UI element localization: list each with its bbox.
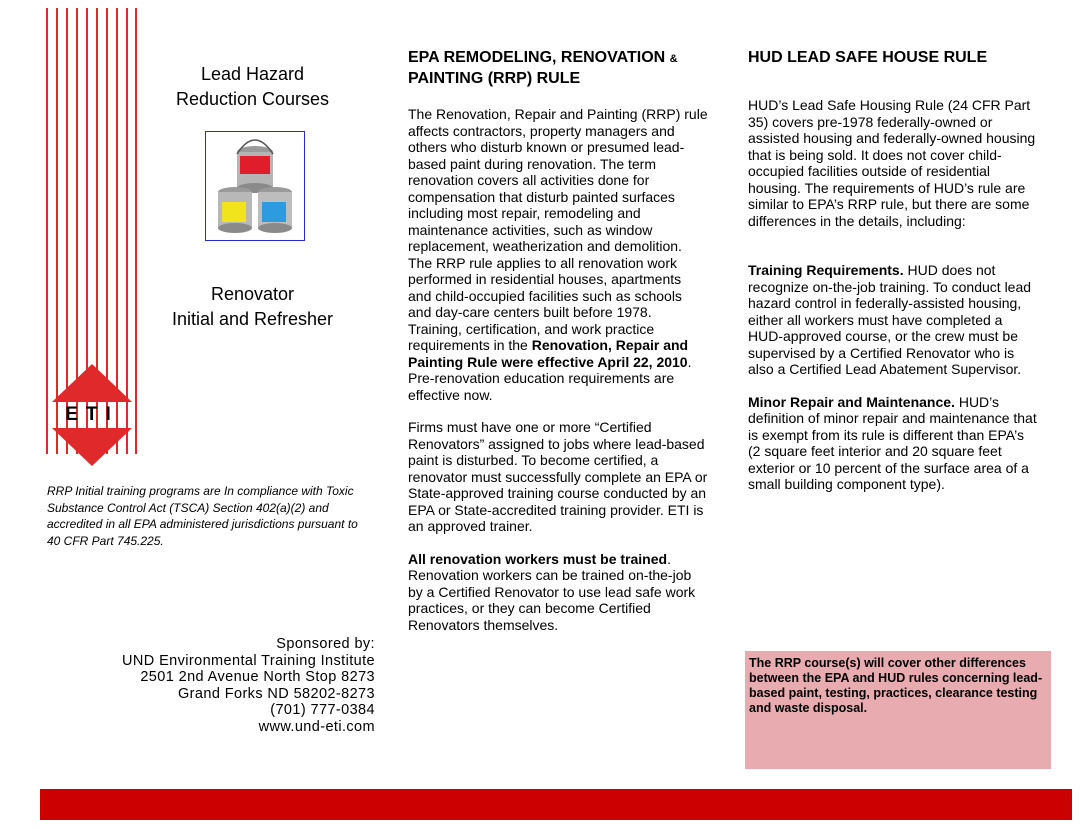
logo-line bbox=[46, 8, 48, 454]
course-note-text: The RRP course(s) will cover other differences between the EPA and HUD rules concerning lead-based paint, testing, practices, clearance testing and waste disposal. bbox=[749, 656, 1043, 715]
epa-p1-text: The Renovation, Repair and Painting (RRP) rule affects contractors, property managers and others who disturb known or presumed lead-based paint during renovation. The term renovation covers all activities done for compensation that disturb painted surfaces including most repair, remodeling and maintenance activities, such as window replacement, weatherization and demolition. The RRP rule applies to all renovation work performed in residential houses, apartments and child-occupied facilities such as schools and day-care centers built before 1978. Training, certification, and work practice requirements in the bbox=[408, 106, 708, 353]
hud-column bbox=[748, 48, 1040, 493]
epa-p1-bold: Renovation, Repair and Painting Rule were effective April 22, 2010 bbox=[408, 337, 689, 370]
compliance-note: RRP Initial training programs are In compliance with Toxic Substance Control Act (TSCA) Section 402(a)(2) and accredited in all EPA administered jurisdictions pursuant to 40 CFR Part 745.225. bbox=[47, 484, 358, 548]
epa-p3-text: . Renovation workers can be trained on-the-job by a Certified Renovator to use lead safe work practices, or they can become Certified Renovators themselves. bbox=[408, 550, 696, 633]
epa-paragraph-3 bbox=[408, 551, 708, 634]
course-title bbox=[120, 282, 385, 332]
epa-p1-tail: . Pre-renovation education requirements are effective now. bbox=[408, 353, 692, 403]
epa-heading-amp: & bbox=[669, 53, 678, 65]
hud-minor-label: Minor Repair and Maintenance. bbox=[748, 393, 955, 410]
hud-heading: HUD LEAD SAFE HOUSE RULE bbox=[748, 49, 988, 66]
left-panel bbox=[0, 0, 380, 829]
paint-cans-image bbox=[205, 131, 305, 241]
course-note-box bbox=[745, 651, 1051, 769]
sponsor-label: Sponsored by: bbox=[276, 636, 375, 652]
sponsor-org: UND Environmental Training Institute bbox=[122, 652, 375, 669]
epa-heading bbox=[408, 48, 708, 88]
hud-training-paragraph bbox=[748, 262, 1040, 378]
hud-intro: HUD’s Lead Safe Housing Rule (24 CFR Part 35) covers pre-1978 federally-owned or assisted housing and federally-owned housing that is being sold. It does not cover child-occupied facilities outside of residential housing. The requirements of HUD’s rule are similar to EPA’s RRP rule, but there are some differences in the details, including: bbox=[748, 97, 1036, 229]
sponsor-city: Grand Forks ND 58202-8273 bbox=[178, 685, 375, 702]
eti-logo-top-arrow bbox=[52, 364, 132, 402]
title-line: Reduction Courses bbox=[175, 89, 330, 109]
epa-paragraph-2: Firms must have one or more “Certified Renovators” assigned to jobs where lead-based paint is disturbed. To become certified, a renovator must successfully complete an EPA or State-approved training course conducted by an EPA or State-accredited training provider. ETI is an approved trainer. bbox=[408, 419, 708, 534]
epa-heading-line2: PAINTING (RRP) RULE bbox=[408, 70, 581, 87]
sponsor-address: 2501 2nd Avenue North Stop 8273 bbox=[140, 669, 375, 685]
hud-training-text: HUD does not recognize on-the-job training. To conduct lead hazard control in federally-assisted housing, either all workers must have completed a HUD-approved course, or the crew must be supervised by a Certified Renovator who is also a Certified Lead Abatement Supervisor. bbox=[748, 262, 1032, 377]
hud-minor-paragraph bbox=[748, 394, 1040, 493]
epa-paragraph-1 bbox=[408, 106, 708, 403]
sponsor-website[interactable]: www.und-eti.com bbox=[258, 718, 375, 735]
epa-column bbox=[408, 48, 708, 633]
course-line: Renovator bbox=[210, 284, 295, 304]
eti-logo-text: ETI bbox=[65, 404, 119, 425]
epa-heading-main: EPA REMODELING, RENOVATION bbox=[408, 49, 666, 66]
eti-logo-bottom-arrow bbox=[52, 428, 132, 466]
title-line: Lead Hazard bbox=[200, 64, 305, 84]
sponsor-block bbox=[60, 636, 375, 735]
brochure-title bbox=[120, 62, 385, 112]
paint-cans-icon bbox=[206, 132, 304, 240]
footer-bar bbox=[40, 789, 1072, 820]
epa-p3-bold: All renovation workers must be trained bbox=[408, 550, 668, 567]
hud-training-label: Training Requirements. bbox=[748, 262, 904, 278]
sponsor-phone: (701) 777-0384 bbox=[270, 702, 375, 718]
course-line: Initial and Refresher bbox=[171, 309, 334, 329]
hud-minor-text: HUD’s definition of minor repair and maintenance that is exempt from its rule is different than EPA’s (2 square feet interior and 20 square feet exterior or 10 percent of the surface area of a small building component type). bbox=[748, 393, 1037, 492]
